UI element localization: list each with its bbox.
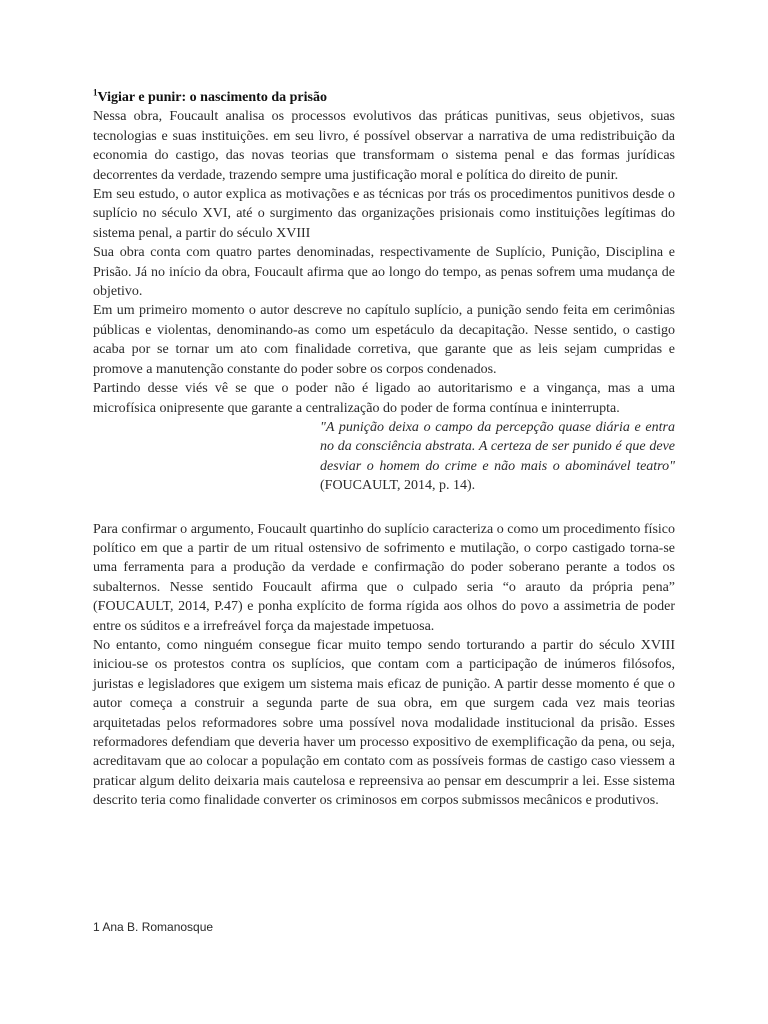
paragraph: Nessa obra, Foucault analisa os processos evolutivos das práticas punitivas, seus objetivos, suas tecnologias e suas instituições. em seu livro, é possível observar a narrativa de uma redistribuição da economia do castigo, das novas teorias que transformam o sistema penal e das formas jurídicas decorrentes da verdade, trazendo sempre uma justificação moral e política do direito de punir.: [93, 109, 675, 183]
footnote-marker: 1: [93, 87, 98, 98]
footnote: 1 Ana B. Romanosque: [93, 920, 214, 934]
paragraph: Em um primeiro momento o autor descreve no capítulo suplício, a punição sendo feita em cerimônias públicas e violentas, denominando-as como um espetáculo da decapitação. Nesse sentido, o castigo acaba por se tornar um ato com finalidade corretiva, que garante que as leis sejam cumpridas e promove a manutenção constante do poder sobre os corpos condenados.: [93, 303, 675, 377]
paragraph: Sua obra conta com quatro partes denominadas, respectivamente de Suplício, Punição, Disciplina e Prisão. Já no início da obra, Foucault afirma que ao longo do tempo, as penas sofrem uma mudança de objetivo.: [93, 245, 675, 300]
quote-citation: (FOUCAULT, 2014, p. 14).: [320, 478, 476, 494]
paragraph: Para confirmar o argumento, Foucault quartinho do suplício caracteriza o como um procedimento físico político em que a partir de um ritual ostensivo de sofrimento e mutilação, o corpo castigado torna-se uma ferramenta para a produção da verdade e confirmação do poder soberano perante a todos os subalternos. Nesse sentido Foucault afirma que o culpado seria “o arauto da própria pena” (FOUCAULT, 2014, P.47) e ponha explícito de forma rígida aos olhos do povo a assimetria de poder entre os súditos e a irrefreável força da majestade impetuosa.: [93, 521, 675, 634]
quote-text: "A punição deixa o campo da percepção quase diária e entra no da consciência abstrata. A certeza de ser punido é que deve desviar o homem do crime e não mais o abominável teatro": [320, 419, 675, 474]
paragraph: Em seu estudo, o autor explica as motivações e as técnicas por trás os procedimentos punitivos desde o suplício no século XVI, até o surgimento das organizações prisionais como instituições legítimas do sistema penal, a partir do século XVIII: [93, 187, 675, 241]
paragraph: No entanto, como ninguém consegue ficar muito tempo sendo torturando a partir do século XVIII iniciou-se os protestos contra os suplícios, que contam com a participação de inúmeros filósofos, juristas e legisladores que exigem um sistema mais eficaz de punição. A partir desse momento é que o autor começa a construir a segunda parte de sua obra, em que surgem cada vez mais teorias arquitetadas pelos reformadores sobre uma possível nova modalidade institucional da prisão. Esses reformadores defendiam que deveria haver um processo expositivo de exemplificação da pena, ou seja, acreditavam que ao colocar a população em contato com as possíveis formas de castigo caso viessem a praticar algum delito deixaria mais cautelosa e repreensiva ao pensar em descumprir a lei. Esse sistema descrito teria como finalidade converter os criminosos em corpos submissos mecânicos e produtivos.: [93, 637, 675, 809]
paragraph: Partindo desse viés vê se que o poder não é ligado ao autoritarismo e a vingança, mas a uma microfísica onipresente que garante a centralização do poder de forma contínua e ininterrupta.: [93, 381, 675, 416]
paragraph-gap: [93, 496, 675, 520]
block-quote: [320, 418, 675, 496]
document-title: [93, 88, 675, 107]
document-page: [93, 88, 675, 811]
title-text: Vigiar e punir: o nascimento da prisão: [97, 90, 327, 105]
